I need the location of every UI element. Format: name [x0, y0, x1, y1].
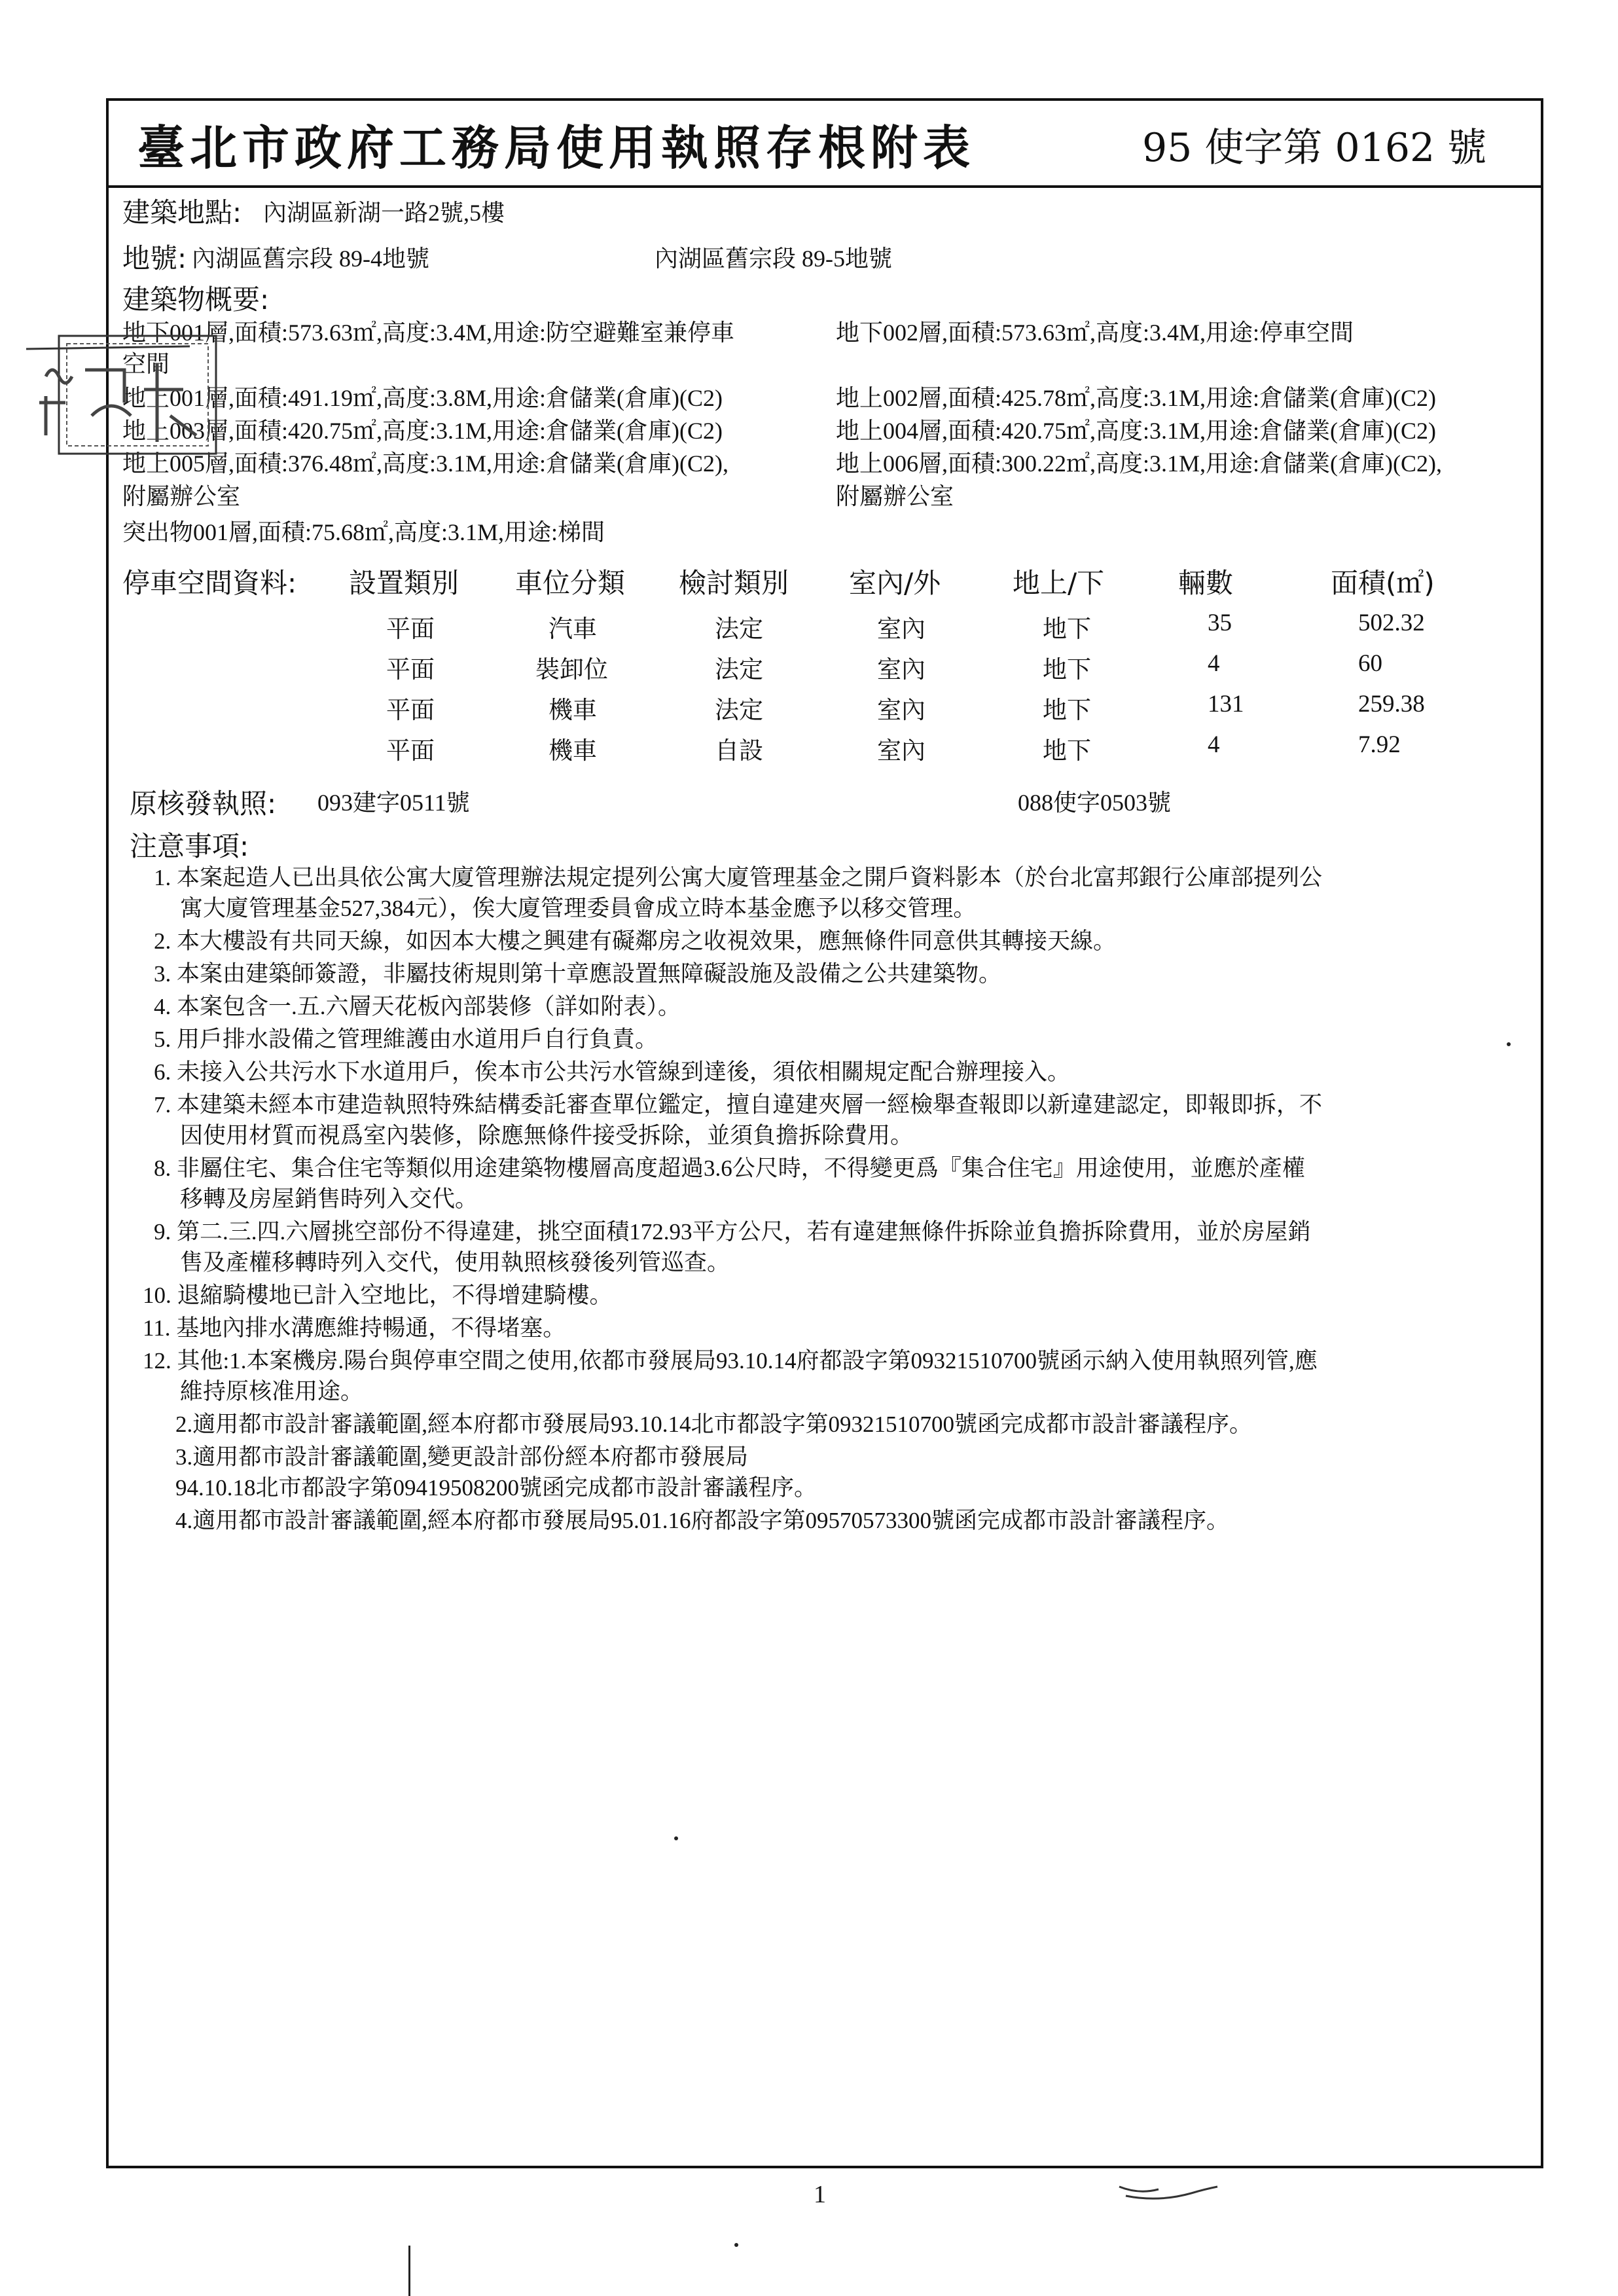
note-line: 4.適用都市設計審議範圍,經本府都市發展局95.01.16府都設字第09570573300號函完成都市設計審議程序。	[175, 1508, 1230, 1533]
note-line: 12. 其他:1.本案機房.陽台與停車空間之使用,依都市發展局93.10.14府都設字第09321510700號函示納入使用執照列管,應	[143, 1348, 1318, 1374]
parking-cell: 機車	[548, 697, 597, 724]
parking-cell: 平面	[386, 738, 435, 765]
floor-6: 地上006層,面積:300.22㎡,高度:3.1M,用途:倉儲業(倉庫)(C2),	[836, 450, 1442, 477]
page-title: 臺北市政府工務局使用執照存根附表	[137, 120, 976, 175]
parking-header-review: 檢討類別	[679, 567, 789, 599]
parking-cell: 35	[1208, 610, 1232, 636]
parking-cell: 自設	[715, 738, 763, 765]
parking-cell: 7.92	[1358, 731, 1401, 758]
notes-label: 注意事項:	[130, 830, 249, 862]
location-label: 建築地點:	[122, 196, 242, 228]
floor-6-cont: 附屬辦公室	[836, 483, 954, 509]
margin-line	[408, 2246, 410, 2296]
lot-number-1: 內湖區舊宗段 89-4地號	[192, 246, 429, 272]
permit-number: 95 使字第 0162 號	[1142, 125, 1487, 171]
parking-cell: 室內	[877, 616, 926, 643]
floor-b2: 地下002層,面積:573.63㎡,高度:3.4M,用途:停車空間	[836, 319, 1354, 346]
parking-cell: 平面	[386, 697, 435, 724]
parking-cell: 259.38	[1358, 691, 1425, 718]
seal-stamp	[26, 331, 223, 462]
floor-3: 地上003層,面積:420.75㎡,高度:3.1M,用途:倉儲業(倉庫)(C2)	[122, 418, 723, 444]
note-line: 2.適用都市設計審議範圍,經本府都市發展局93.10.14北市都設字第09321510700號函完成都市設計審議程序。	[175, 1412, 1253, 1437]
parking-cell: 法定	[715, 657, 763, 683]
parking-header-area: 面積(㎡)	[1331, 567, 1435, 599]
header-divider	[106, 185, 1543, 188]
original-permit-2: 088使字0503號	[1018, 790, 1172, 816]
parking-cell: 平面	[386, 616, 435, 643]
note-line: 9. 第二.三.四.六層挑空部份不得違建，挑空面積172.93平方公尺，若有違建無條件拆除並負擔拆除費用，並於房屋銷	[154, 1219, 1311, 1245]
parking-header-category: 車位分類	[515, 567, 626, 599]
note-line: 3. 本案由建築師簽證，非屬技術規則第十章應設置無障礙設施及設備之公共建築物。	[154, 961, 1002, 987]
signature-mark	[1113, 2180, 1231, 2206]
lot-number-2: 內湖區舊宗段 89-5地號	[655, 246, 892, 272]
parking-cell: 法定	[715, 616, 763, 643]
note-line: 4. 本案包含一.五.六層天花板內部裝修（詳如附表）。	[154, 994, 681, 1019]
note-line: 7. 本建築未經本市建造執照特殊結構委託審查單位鑑定，擅自違建夾層一經檢舉查報即以新違建認定，即報即拆，不	[154, 1092, 1323, 1118]
lot-label: 地號:	[122, 242, 187, 274]
floor-5: 地上005層,面積:376.48㎡,高度:3.1M,用途:倉儲業(倉庫)(C2),	[122, 450, 728, 477]
note-line: 8. 非屬住宅、集合住宅等類似用途建築物樓層高度超過3.6公尺時，不得變更爲『集合住宅』用途使用，並應於產權	[154, 1156, 1305, 1181]
floor-1: 地上001層,面積:491.19㎡,高度:3.8M,用途:倉儲業(倉庫)(C2)	[122, 385, 723, 411]
note-line: 3.適用都市設計審議範圍,變更設計部份經本府都市發展局	[175, 1444, 749, 1470]
parking-cell: 平面	[386, 657, 435, 683]
parking-label: 停車空間資料:	[122, 567, 297, 599]
parking-cell: 地下	[1043, 657, 1091, 683]
parking-cell: 法定	[715, 697, 763, 724]
floor-2: 地上002層,面積:425.78㎡,高度:3.1M,用途:倉儲業(倉庫)(C2)	[836, 385, 1436, 411]
scan-speck	[734, 2243, 738, 2247]
floor-b1-cont: 空間	[122, 351, 170, 377]
original-permit-1: 093建字0511號	[317, 790, 470, 816]
floor-4: 地上004層,面積:420.75㎡,高度:3.1M,用途:倉儲業(倉庫)(C2)	[836, 418, 1436, 444]
overview-label: 建築物概要:	[122, 283, 270, 316]
note-line: 因使用材質而視爲室內裝修，除應無條件接受拆除，並須負擔拆除費用。	[180, 1123, 914, 1148]
note-line: 11. 基地內排水溝應維持暢通，不得堵塞。	[143, 1315, 566, 1341]
note-line: 6. 未接入公共污水下水道用戶，俟本市公共污水管線到達後，須依相關規定配合辦理接入。	[154, 1059, 1071, 1085]
note-line: 5. 用戶排水設備之管理維護由水道用戶自行負責。	[154, 1027, 658, 1052]
location-value: 內湖區新湖一路2號,5樓	[263, 200, 505, 226]
parking-cell: 地下	[1043, 697, 1091, 724]
original-permit-label: 原核發執照:	[130, 788, 277, 820]
floor-5-cont: 附屬辦公室	[122, 483, 241, 509]
parking-cell: 汽車	[548, 616, 597, 643]
note-line: 售及產權移轉時列入交代，使用執照核發後列管巡查。	[180, 1250, 730, 1275]
parking-cell: 60	[1358, 650, 1382, 677]
parking-cell: 機車	[548, 738, 597, 765]
parking-cell: 室內	[877, 697, 926, 724]
scan-speck	[1507, 1042, 1511, 1046]
parking-cell: 502.32	[1358, 610, 1425, 636]
note-line: 94.10.18北市都設字第09419508200號函完成都市設計審議程序。	[175, 1475, 818, 1501]
parking-header-type: 設置類別	[349, 567, 459, 599]
parking-cell: 室內	[877, 657, 926, 683]
floor-b1: 地下001層,面積:573.63㎡,高度:3.4M,用途:防空避難室兼停車	[122, 319, 735, 346]
parking-header-count: 輛數	[1178, 567, 1234, 599]
note-line: 1. 本案起造人已出具依公寓大廈管理辦法規定提列公寓大廈管理基金之開戶資料影本（於台北富邦銀行公庫部提列公	[154, 865, 1323, 890]
scan-speck	[674, 1836, 678, 1840]
note-line: 2. 本大樓設有共同天線，如因本大樓之興建有礙鄰房之收視效果，應無條件同意供其轉接天線。	[154, 928, 1117, 954]
parking-cell: 室內	[877, 738, 926, 765]
note-line: 維持原核准用途。	[180, 1379, 364, 1404]
page-number: 1	[814, 2181, 826, 2208]
note-line: 寓大廈管理基金527,384元），俟大廈管理委員會成立時本基金應予以移交管理。	[180, 896, 977, 921]
note-line: 10. 退縮騎樓地已計入空地比，不得增建騎樓。	[143, 1283, 613, 1308]
note-line: 移轉及房屋銷售時列入交代。	[180, 1186, 478, 1212]
roof-structure: 突出物001層,面積:75.68㎡,高度:3.1M,用途:梯間	[122, 519, 605, 545]
parking-cell: 4	[1208, 731, 1220, 758]
parking-cell: 地下	[1043, 738, 1091, 765]
parking-header-level: 地上/下	[1013, 567, 1105, 599]
parking-cell: 地下	[1043, 616, 1091, 643]
parking-cell: 131	[1208, 691, 1244, 718]
parking-cell: 4	[1208, 650, 1220, 677]
parking-header-indoor: 室內/外	[849, 567, 941, 599]
parking-cell: 裝卸位	[535, 657, 608, 683]
